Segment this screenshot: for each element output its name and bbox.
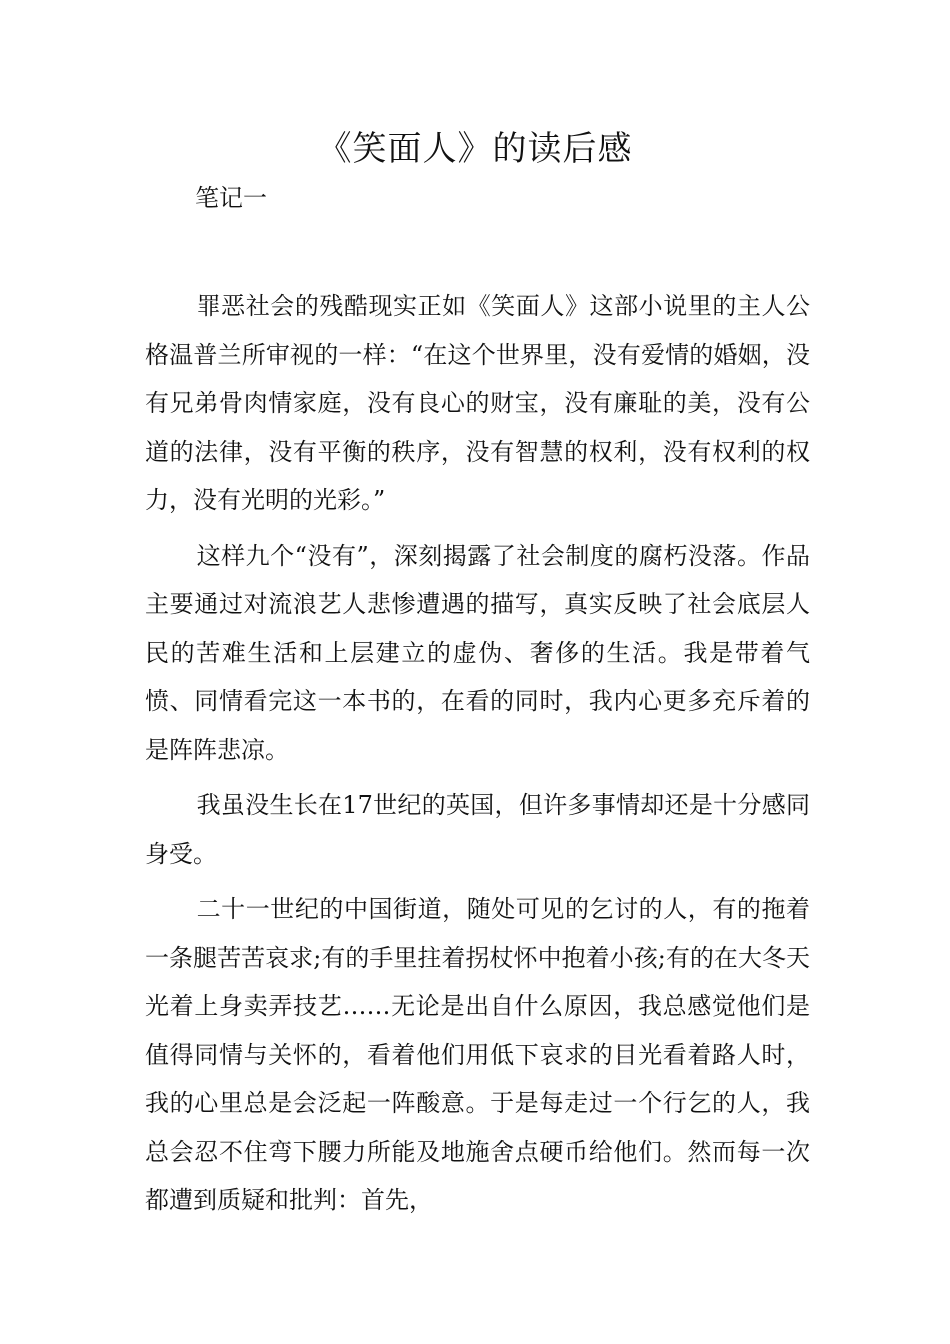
document-subtitle: 笔记一	[195, 184, 267, 212]
document-body	[145, 282, 810, 1226]
body-paragraph-1: 罪恶社会的残酷现实正如《笑面人》这部小说里的主人公格温普兰所审视的一样：“在这个世界里，没有爱情的婚姻，没有兄弟骨肉情家庭，没有良心的财宝，没有廉耻的美，没有公道的法律，没有平衡的秩序，没有智慧的权利，没有权利的权力，没有光明的光彩。”	[145, 292, 810, 514]
document-title: 《笑面人》的读后感	[317, 129, 633, 169]
body-paragraph-4: 二十一世纪的中国街道，随处可见的乞讨的人，有的拖着一条腿苦苦哀求;有的手里拄着拐杖怀中抱着小孩;有的在大冬天光着上身卖弄技艺……无论是出自什么原因，我总感觉他们是值得同情与关怀的，看着他们用低下哀求的目光看着路人时，我的心里总是会泛起一阵酸意。于是每走过一个行乞的人，我总会忍不住弯下腰力所能及地施舍点硬币给他们。然而每一次都遭到质疑和批判：首先，	[145, 895, 810, 1214]
body-paragraph-3: 我虽没生长在17世纪的英国，但许多事情却还是十分感同身受。	[145, 791, 810, 868]
body-paragraph-2: 这样九个“没有”，深刻揭露了社会制度的腐朽没落。作品主要通过对流浪艺人悲惨遭遇的描写，真实反映了社会底层人民的苦难生活和上层建立的虚伪、奢侈的生活。我是带着气愤、同情看完这一本书的，在看的同时，我内心更多充斥着的是阵阵悲凉。	[145, 541, 810, 764]
